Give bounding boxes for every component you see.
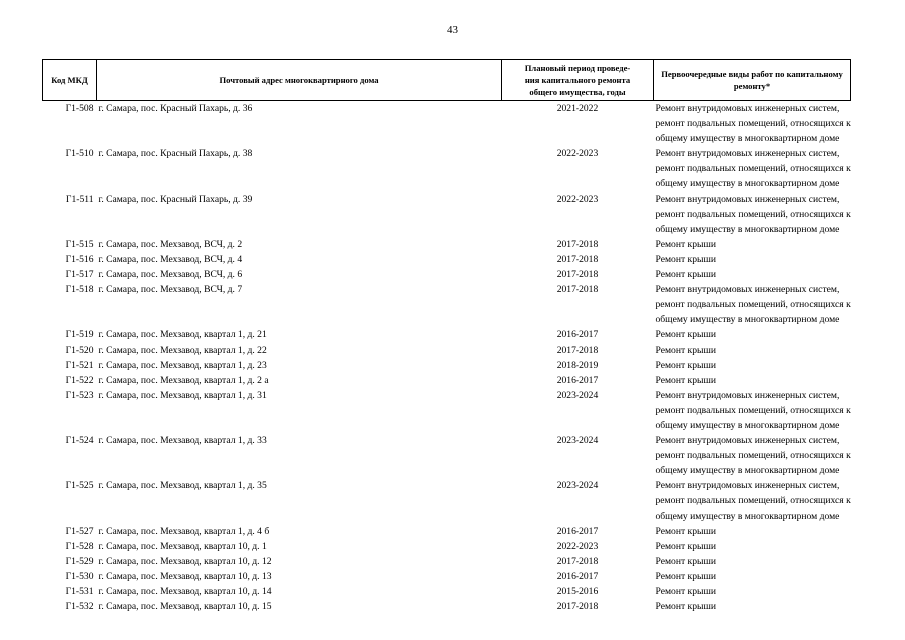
repair-works-line: Ремонт внутридомовых инженерных систем, [655, 435, 840, 447]
mkd-code-cell: Г1-521 [65, 359, 94, 371]
header-works-line: ремонту* [733, 81, 771, 91]
mkd-code-cell: Г1-510 [65, 148, 94, 160]
address-cell: г. Самара, пос. Мехзавод, квартал 1, д. 23 [98, 359, 267, 371]
repair-works-line: Ремонт внутридомовых инженерных систем, [655, 389, 840, 401]
repair-works-line: Ремонт крыши [655, 329, 716, 341]
repair-period-cell: 2015-2016 [556, 586, 599, 597]
repair-works-line: Ремонт крыши [655, 555, 716, 567]
repair-period-cell: 2017-2018 [556, 601, 599, 613]
mkd-code-cell: Г1-516 [65, 253, 94, 265]
address-cell: г. Самара, пос. Красный Пахарь, д. 36 [98, 103, 253, 114]
table-row [43, 252, 851, 267]
repair-period-cell: 2017-2018 [556, 284, 599, 296]
repair-works-line: Ремонт внутридомовых инженерных систем, [655, 148, 840, 160]
repair-works-cell [654, 433, 851, 478]
repair-works-line: ремонт подвальных помещений, относящихся к [655, 163, 851, 175]
repair-period-cell: 2017-2018 [556, 253, 599, 265]
repair-period-cell: 2023-2024 [556, 389, 599, 401]
table-header [43, 60, 851, 101]
table-row [43, 599, 851, 614]
repair-works-line: Ремонт внутридомовых инженерных систем, [655, 284, 840, 296]
table-row [43, 433, 851, 478]
repair-works-line: ремонт подвальных помещений, относящихся к [655, 118, 851, 130]
table-row [43, 388, 851, 433]
repair-works-line: общему имуществу в многоквартирном доме [655, 314, 840, 326]
repair-works-line: ремонт подвальных помещений, относящихся к [655, 404, 851, 416]
repair-works-line: ремонт подвальных помещений, относящихся к [655, 450, 851, 462]
repair-works-cell [654, 524, 851, 539]
repair-works-line: Ремонт крыши [655, 359, 716, 371]
repair-works-line: Ремонт крыши [655, 540, 716, 552]
mkd-code-cell: Г1-520 [65, 344, 94, 356]
repair-works-line: ремонт подвальных помещений, относящихся к [655, 495, 851, 507]
address-cell: г. Самара, пос. Мехзавод, ВСЧ, д. 6 [98, 269, 243, 281]
repair-works-cell [654, 569, 851, 584]
address-cell: г. Самара, пос. Мехзавод, квартал 10, д. 14 [98, 586, 272, 597]
mkd-code-cell: Г1-519 [65, 329, 94, 341]
header-period-line: общего имущества, годы [529, 87, 626, 97]
table-row [43, 282, 851, 327]
repair-works-line: общему имуществу в многоквартирном доме [655, 465, 840, 477]
repair-period-cell: 2023-2024 [556, 480, 599, 492]
repair-works-cell [654, 373, 851, 388]
address-cell: г. Самара, пос. Мехзавод, квартал 10, д. 12 [98, 555, 272, 567]
table-row [43, 146, 851, 191]
mkd-code-cell: Г1-525 [65, 480, 94, 492]
repair-period-cell: 2022-2023 [556, 540, 599, 552]
repair-works-line: Ремонт внутридомовых инженерных систем, [655, 480, 840, 492]
address-cell: г. Самара, пос. Мехзавод, квартал 1, д. 35 [98, 480, 267, 492]
header-period-line: Плановый период проведе- [524, 63, 631, 73]
page-number: 43 [447, 24, 458, 36]
repair-works-line: Ремонт крыши [655, 586, 716, 597]
header-period [502, 60, 654, 101]
repair-works-line: Ремонт крыши [655, 525, 716, 537]
table-row [43, 524, 851, 539]
repair-period-cell: 2021-2022 [556, 103, 599, 114]
mkd-code-cell: Г1-515 [65, 238, 94, 250]
mkd-code-cell: Г1-522 [65, 374, 94, 386]
header-works-line: Первоочередные виды работ по капитальному [661, 69, 843, 79]
table-row [43, 192, 851, 237]
address-cell: г. Самара, пос. Мехзавод, ВСЧ, д. 7 [98, 284, 243, 296]
mkd-code-cell: Г1-532 [65, 601, 94, 613]
mkd-code-cell: Г1-523 [65, 389, 94, 401]
repair-period-cell: 2023-2024 [556, 435, 599, 447]
mkd-code-cell: Г1-531 [65, 586, 94, 597]
table-row [43, 584, 851, 599]
table-row [43, 237, 851, 252]
address-cell: г. Самара, пос. Мехзавод, квартал 10, д. 15 [98, 601, 272, 613]
repair-works-line: Ремонт внутридомовых инженерных систем, [655, 193, 840, 205]
repair-works-cell [654, 358, 851, 373]
mkd-code-cell: Г1-529 [65, 555, 94, 567]
repair-works-cell [654, 388, 851, 433]
header-address: Почтовый адрес многоквартирного дома [97, 60, 502, 101]
repair-works-cell [654, 267, 851, 282]
repair-works-line: ремонт подвальных помещений, относящихся к [655, 299, 851, 311]
repair-works-line: Ремонт внутридомовых инженерных систем, [655, 103, 840, 114]
repair-works-cell [654, 584, 851, 599]
repair-works-line: общему имуществу в многоквартирном доме [655, 510, 840, 522]
repair-period-cell: 2017-2018 [556, 344, 599, 356]
repair-works-cell [654, 237, 851, 252]
address-cell: г. Самара, пос. Мехзавод, ВСЧ, д. 2 [98, 238, 243, 250]
mkd-code-cell: Г1-508 [65, 103, 94, 114]
repair-period-cell: 2016-2017 [556, 329, 599, 341]
table-row [43, 373, 851, 388]
mkd-code-cell: Г1-528 [65, 540, 94, 552]
repair-works-line: Ремонт крыши [655, 570, 716, 582]
table-row [43, 554, 851, 569]
mkd-code-cell: Г1-524 [65, 435, 94, 447]
repair-works-cell [654, 192, 851, 237]
repair-period-cell: 2017-2018 [556, 238, 599, 250]
address-cell: г. Самара, пос. Мехзавод, квартал 1, д. 31 [98, 389, 267, 401]
table-row [43, 539, 851, 554]
repair-works-cell [654, 282, 851, 327]
repair-works-line: общему имуществу в многоквартирном доме [655, 223, 840, 235]
repair-works-cell [654, 327, 851, 342]
repair-works-cell [654, 599, 851, 614]
repair-works-line: Ремонт крыши [655, 269, 716, 281]
repair-works-cell [654, 252, 851, 267]
table-row [43, 267, 851, 282]
address-cell: г. Самара, пос. Мехзавод, ВСЧ, д. 4 [98, 253, 243, 265]
address-cell: г. Самара, пос. Мехзавод, квартал 1, д. 4 б [98, 525, 270, 537]
address-cell: г. Самара, пос. Мехзавод, квартал 1, д. 21 [98, 329, 267, 341]
repair-period-cell: 2016-2017 [556, 374, 599, 386]
table-row [43, 101, 851, 147]
repair-period-cell: 2022-2023 [556, 148, 599, 160]
repair-works-cell [654, 539, 851, 554]
repair-works-line: Ремонт крыши [655, 253, 716, 265]
table-row [43, 358, 851, 373]
header-code: Код МКД [43, 60, 97, 101]
repair-period-cell: 2022-2023 [556, 193, 599, 205]
table-row [43, 327, 851, 342]
address-cell: г. Самара, пос. Мехзавод, квартал 10, д. 1 [98, 540, 267, 552]
mkd-code-cell: Г1-530 [65, 570, 94, 582]
repair-works-line: ремонт подвальных помещений, относящихся к [655, 208, 851, 220]
repair-works-line: Ремонт крыши [655, 238, 716, 250]
repair-period-cell: 2017-2018 [556, 269, 599, 281]
address-cell: г. Самара, пос. Красный Пахарь, д. 39 [98, 193, 253, 205]
repair-works-line: Ремонт крыши [655, 601, 716, 613]
repair-works-cell [654, 146, 851, 191]
repair-works-cell [654, 478, 851, 523]
repair-works-line: Ремонт крыши [655, 344, 716, 356]
mkd-code-cell: Г1-511 [65, 193, 94, 205]
repair-works-cell [654, 101, 851, 147]
address-cell: г. Самара, пос. Мехзавод, квартал 1, д. 2 а [98, 374, 269, 386]
repair-period-cell: 2016-2017 [556, 570, 599, 582]
capital-repair-table [42, 59, 851, 614]
repair-period-cell: 2018-2019 [556, 359, 599, 371]
table-row [43, 343, 851, 358]
table-body [43, 101, 851, 615]
address-cell: г. Самара, пос. Красный Пахарь, д. 38 [98, 148, 253, 160]
address-cell: г. Самара, пос. Мехзавод, квартал 1, д. 33 [98, 435, 267, 447]
address-cell: г. Самара, пос. Мехзавод, квартал 1, д. 22 [98, 344, 267, 356]
repair-works-line: общему имуществу в многоквартирном доме [655, 178, 840, 190]
repair-works-cell [654, 554, 851, 569]
repair-works-line: Ремонт крыши [655, 374, 716, 386]
table-row [43, 478, 851, 523]
table-row [43, 569, 851, 584]
repair-works-cell [654, 343, 851, 358]
header-works [654, 60, 851, 101]
mkd-code-cell: Г1-527 [65, 525, 94, 537]
repair-period-cell: 2016-2017 [556, 525, 599, 537]
repair-works-line: общему имуществу в многоквартирном доме [655, 419, 840, 431]
mkd-code-cell: Г1-518 [65, 284, 94, 296]
repair-period-cell: 2017-2018 [556, 555, 599, 567]
header-period-line: ния капитального ремонта [524, 75, 631, 85]
mkd-code-cell: Г1-517 [65, 269, 94, 281]
address-cell: г. Самара, пос. Мехзавод, квартал 10, д. 13 [98, 570, 272, 582]
repair-works-line: общему имуществу в многоквартирном доме [655, 133, 840, 145]
